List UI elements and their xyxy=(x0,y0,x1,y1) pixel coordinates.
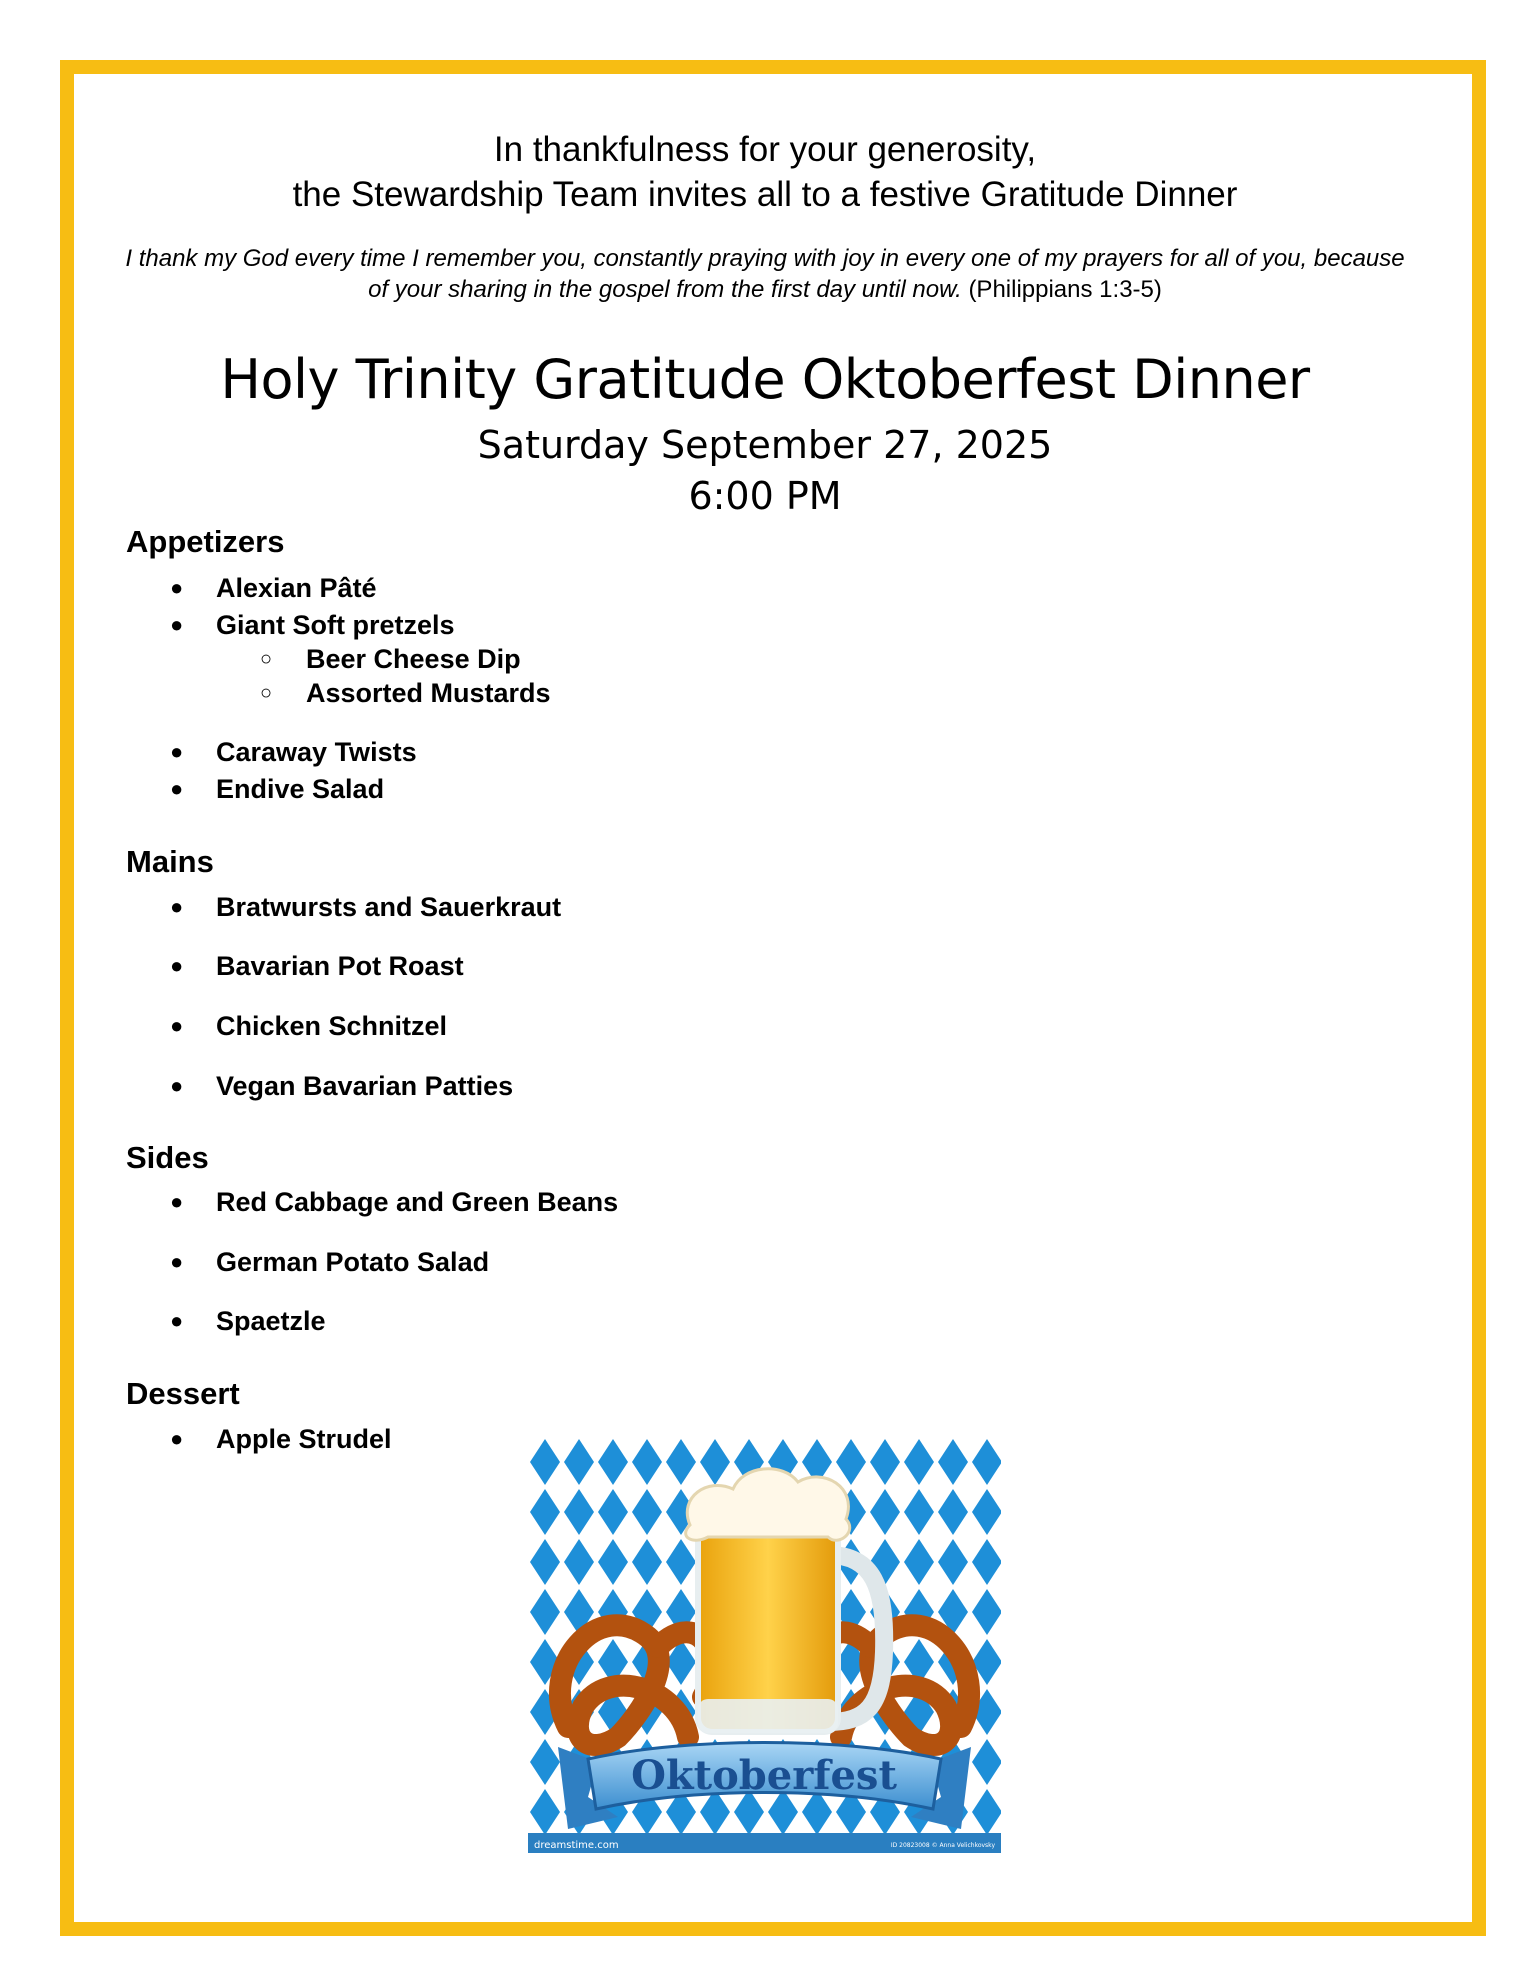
section-heading-appetizers: Appetizers xyxy=(126,524,285,559)
bible-verse xyxy=(120,243,1410,305)
event-time: 6:00 PM xyxy=(688,474,842,518)
svg-text:Oktoberfest: Oktoberfest xyxy=(631,1752,897,1799)
event-date: Saturday September 27, 2025 xyxy=(477,423,1053,467)
section-heading-mains: Mains xyxy=(126,844,214,879)
section-heading-dessert: Dessert xyxy=(126,1376,240,1411)
section-heading-sides: Sides xyxy=(126,1140,209,1175)
intro-line-1: In thankfulness for your generosity, xyxy=(493,130,1037,169)
credit-right: ID 20823008 © Anna Velichkovsky xyxy=(890,1842,995,1849)
verse-reference: (Philippians 1:3-5) xyxy=(968,276,1162,303)
oktoberfest-illustration xyxy=(528,1437,1001,1853)
credit-left: dreamstime.com xyxy=(534,1840,619,1851)
verse-text: I thank my God every time I remember you, constantly praying with joy in every one of my prayers for all of you, because of your sharing in the gospel from the first day until now. xyxy=(125,245,1405,303)
intro-line-2: the Stewardship Team invites all to a festive Gratitude Dinner xyxy=(292,175,1238,214)
event-title: Holy Trinity Gratitude Oktoberfest Dinner xyxy=(220,348,1310,411)
